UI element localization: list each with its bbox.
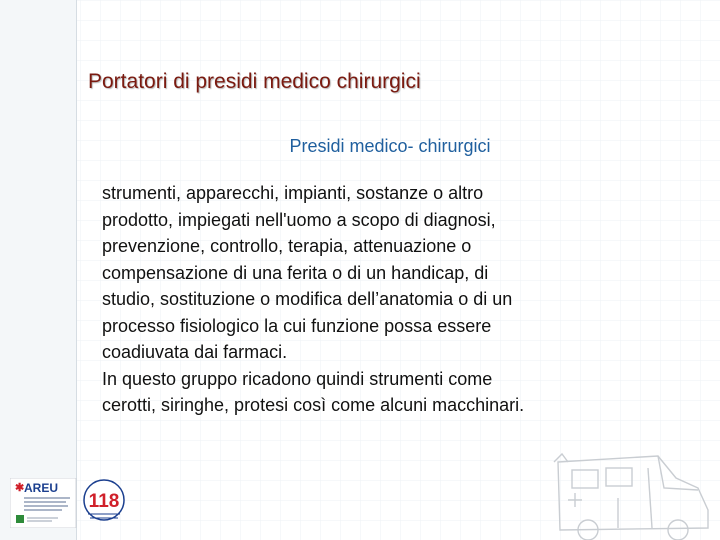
body-line: compensazione di una ferita o di un handicap, di bbox=[102, 262, 489, 283]
body-line: cerotti, siringhe, protesi così come alcuni macchinari. bbox=[102, 395, 525, 415]
left-decorative-strip bbox=[0, 0, 77, 540]
body-line: studio, sostituzione o modifica dell’anatomia o di un bbox=[102, 289, 513, 309]
body-line: prodotto, impiegati nell'uomo a scopo di diagnosi, bbox=[102, 209, 496, 230]
areu-logo-text: AREU bbox=[24, 481, 59, 495]
svg-text:✱: ✱ bbox=[15, 482, 25, 494]
118-logo bbox=[84, 480, 124, 520]
ambulance-illustration bbox=[548, 448, 718, 540]
slide-subtitle: Presidi medico- chirurgici bbox=[289, 136, 491, 156]
body-line: processo fisiologico la cui funzione possa essere bbox=[102, 315, 492, 336]
body-line: coadiuvata dai farmaci. bbox=[102, 342, 288, 362]
areu-logo bbox=[10, 478, 76, 528]
body-text bbox=[102, 180, 692, 419]
areu-118-logos bbox=[10, 478, 132, 528]
body-line: prevenzione, controllo, terapia, attenuazione o bbox=[102, 236, 472, 256]
slide-title: Portatori di presidi medico chirurgici bbox=[88, 70, 421, 93]
118-logo-number: 118 bbox=[88, 491, 120, 512]
body-line: strumenti, apparecchi, impianti, sostanze o altro bbox=[102, 183, 484, 203]
body-line: In questo gruppo ricadono quindi strumenti come bbox=[102, 368, 493, 389]
